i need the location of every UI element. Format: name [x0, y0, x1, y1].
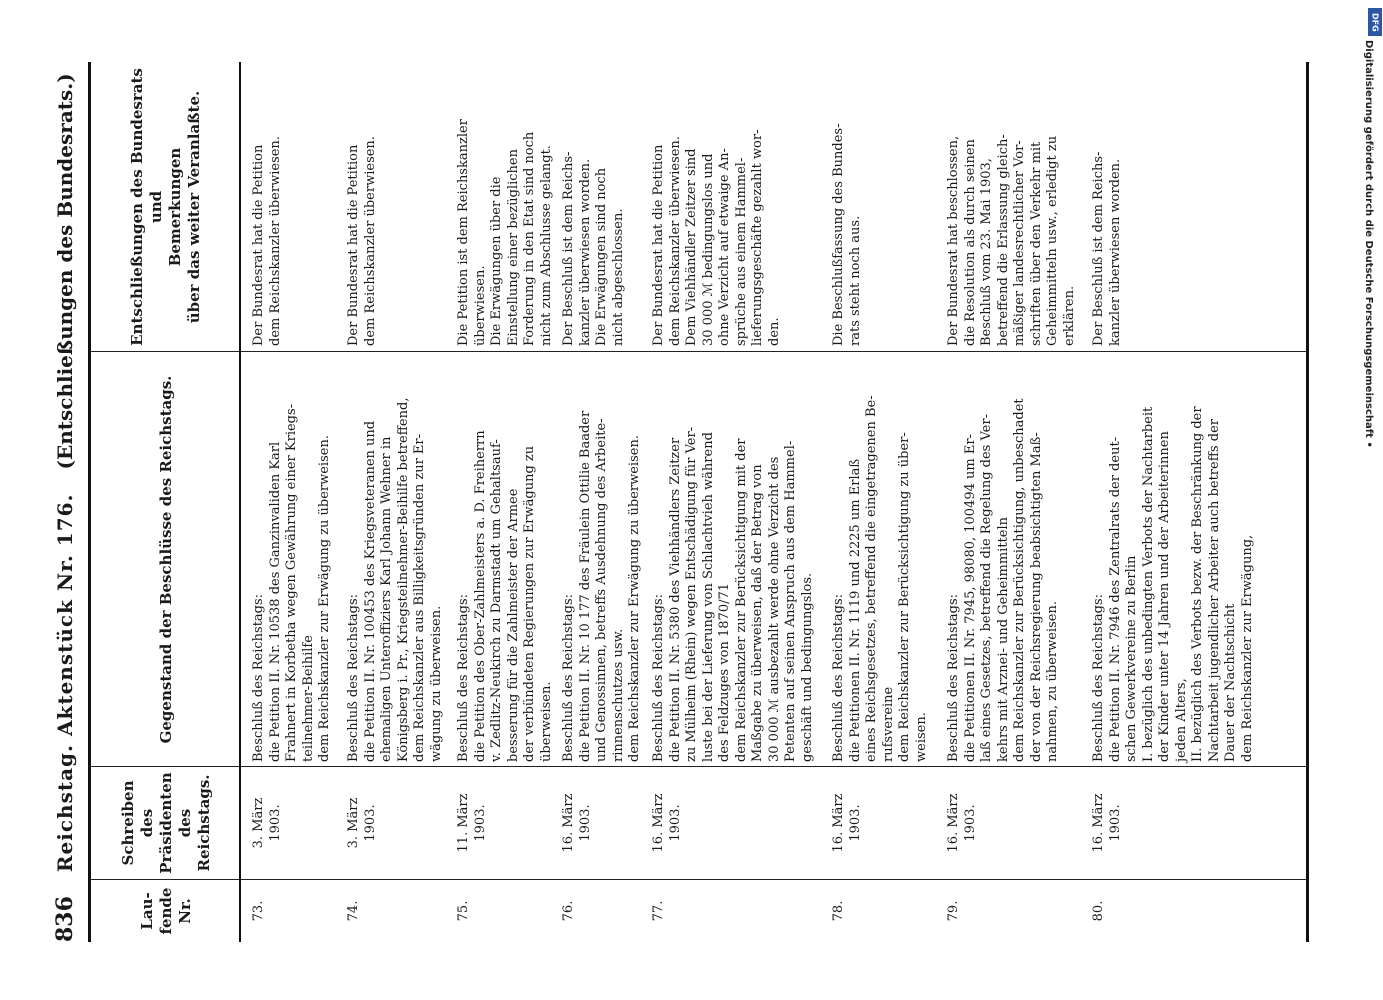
column-header-subject: Gegenstand der Beschlüsse des Reichstags. — [156, 375, 175, 744]
column-header-number: Lau- fende Nr. — [137, 887, 194, 935]
resolutions-table — [88, 62, 1309, 942]
row-number: 76. — [561, 900, 576, 922]
row-number: 79. — [946, 900, 961, 922]
row-date: 16. März 1903. — [1091, 793, 1123, 853]
row-resolution: Der Beschluß ist dem Reichs- kanzler überwiesen worden. Die Erwägungen sind noch nicht abgeschlossen. — [561, 151, 626, 346]
column-header-date: Schreiben des Präsidenten des Reichstags. — [118, 772, 213, 874]
row-resolution: Die Beschlußfassung des Bundes- rats steht noch aus. — [831, 123, 863, 346]
column-divider — [91, 879, 1306, 880]
dfg-logo: DFG — [1368, 8, 1382, 36]
row-resolution: Der Bundesrat hat beschlossen, die Resolution als durch seinen Beschluß vom 23. Mai 1903, betreffend die Erlassung gleich- mäßiger landesrechtlicher Vor- schriften über den Verkehr mit Geheimmitteln usw., erledigt zu erklären. — [946, 134, 1077, 346]
row-date: 11. März 1903. — [456, 793, 488, 853]
row-number: 77. — [651, 900, 666, 922]
column-divider — [91, 766, 1306, 767]
page-header — [52, 62, 82, 942]
row-subject: Beschluß des Reichstags: die Petitionen II. Nr. 7945, 98080, 100494 um Er- laß eines Gesetzes, betreffend die Regelung des Ver- kehrs mit Arznei- und Geheimmitteln dem Reichskanzler zur Berücksichtigung, unbeschadet der von der Reichsregierung beabsichtigten Maß- nahmen, zu überweisen. — [946, 398, 1060, 762]
row-resolution: Der Bundesrat hat die Petition dem Reichskanzler überwiesen. Dem Viehhändler Zeitzer sind 30 000 ℳ bedingungslos und ohne Verzicht auf etwaige An- sprüche aus einem Hammel- lieferungsgeschäfte gezahlt wor- den. — [651, 129, 782, 346]
running-title: Reichstag. Aktenstück Nr. 176. — [53, 493, 77, 873]
row-date: 16. März 1903. — [831, 793, 863, 853]
running-subtitle: (Entschließungen des Bundesrats.) — [53, 73, 77, 470]
row-subject: Beschluß des Reichstags: die Petitionen II. Nr. 1119 und 2225 um Erlaß eines Reichsgesetzes, betreffend die eingetragenen Be- rufsvereine dem Reichskanzler zur Berücksichtigung zu über- weisen. — [831, 395, 929, 762]
row-subject: Beschluß des Reichstags: die Petition des Ober-Zahlmeisters a. D. Freiherrn v. Zedlitz-Neukirch zu Darmstadt um Gehaltsauf- besserung für die Zahlmeister der Armee der verbündeten Regierungen zur Erwägung zu überweisen. — [456, 430, 554, 762]
row-date: 16. März 1903. — [651, 793, 683, 853]
row-number: 74. — [346, 900, 361, 922]
row-subject: Beschluß des Reichstags: die Petition II. Nr. 10 177 des Fräulein Ottilie Baader und Genossinnen, betreffs Ausdehnung des Arbeite- rinnenschutzes usw. dem Reichskanzler zur Erwägung zu überweisen. — [561, 410, 642, 762]
row-number: 75. — [456, 900, 471, 922]
page-number: 836 — [52, 896, 78, 942]
row-number: 78. — [831, 900, 846, 922]
row-number: 73. — [251, 900, 266, 922]
row-date: 3. März 1903. — [346, 797, 378, 849]
column-header-resolutions: Entschließungen des Bundesrats und Bemerkungen über das weiter Veranlaßte. — [128, 68, 203, 346]
row-resolution: Der Bundesrat hat die Petition dem Reichskanzler überwiesen. — [251, 136, 283, 346]
row-subject: Beschluß des Reichstags: die Petition II. Nr. 10538 des Ganzinvaliden Karl Frahnert in Korbetha wegen Gewährung einer Kriegs- teilnehmer-Beihilfe dem Reichskanzler zur Erwägung zu überweisen. — [251, 403, 332, 762]
header-rule — [239, 62, 241, 942]
row-subject: Beschluß des Reichstags: die Petition II. Nr. 5380 des Viehhändlers Zeitzer zu Mülheim (Rhein) wegen Entschädigung für Ver- luste bei der Lieferung von Schlachtvieh während des Feldzuges von 1870/71 dem Reichskanzler zur Berücksichtigung mit der Maßgabe zu überweisen, daß der Betrag von 30 000 ℳ ausbezahlt werde ohne Verzicht des Petenten auf seinen Anspruch aus dem Hammel- geschäft und bedingungslos. — [651, 426, 815, 762]
row-subject: Beschluß des Reichstags: die Petition II. Nr. 100453 des Kriegsveteranen und ehemaligen Unteroffiziers Karl Johann Wehner in Königsberg i. Pr., Kriegsteilnehmer-Beihilfe betreffend, dem Reichskanzler aus Billigkeitsgründen zur Er- wägung zu überweisen. — [346, 397, 444, 762]
dfg-caption: Digitalisierung gefördert durch die Deutsche Forschungsgemeinschaft • — [1363, 40, 1374, 448]
row-subject: Beschluß des Reichstags: die Petition II. Nr. 7946 des Zentralrats der deut- schen Gewerkvereine zu Berlin I. bezüglich des unbedingten Verbots der Nachtarbeit der Kinder unter 14 Jahren und der Arbeiterinnen jeden Alters, II. bezüglich des Verbots bezw. der Beschränkung der Nachtarbeit jugendlicher Arbeiter auch betreffs der Dauer der Nachtschicht dem Reichskanzler zur Erwägung, — [1091, 406, 1255, 762]
row-resolution: Der Bundesrat hat die Petition dem Reichskanzler überwiesen. — [346, 136, 378, 346]
column-divider — [91, 351, 1306, 352]
row-resolution: Die Petition ist dem Reichskanzler überwiesen. Die Erwägungen über die Einstellung einer bezüglichen Forderung in den Etat sind noch nicht zum Abschlusse gelangt. — [456, 119, 554, 346]
row-number: 80. — [1091, 900, 1106, 922]
row-date: 16. März 1903. — [561, 793, 593, 853]
row-resolution: Der Beschluß ist dem Reichs- kanzler überwiesen worden. — [1091, 151, 1123, 346]
row-date: 16. März 1903. — [946, 793, 978, 853]
row-date: 3. März 1903. — [251, 797, 283, 849]
